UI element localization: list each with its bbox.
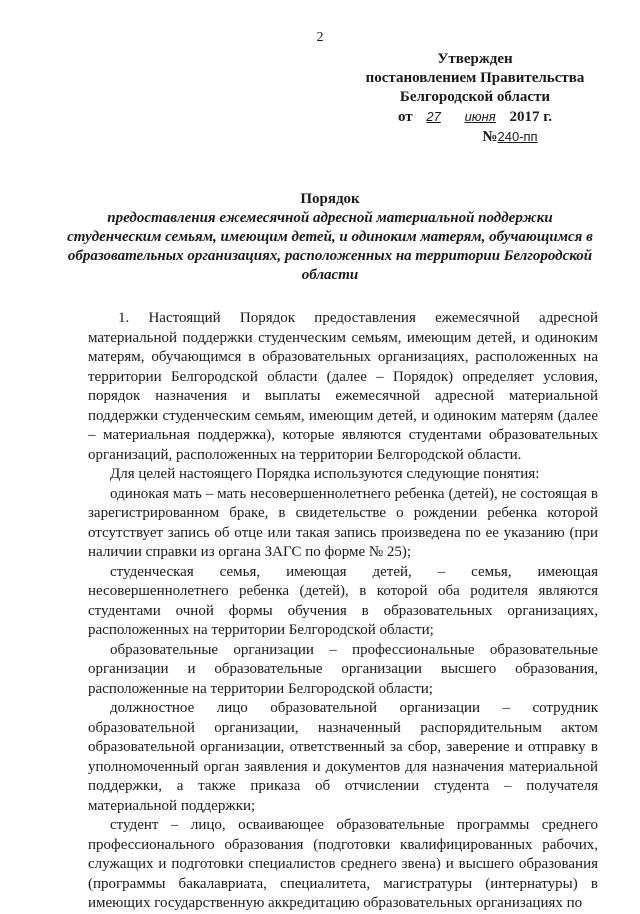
approval-stamp <box>340 50 610 147</box>
approval-date-day: 27 <box>426 109 441 124</box>
paragraph-definitions-intro: Для целей настоящего Порядка используются следующие понятия: <box>110 466 540 482</box>
title-heading: Порядок <box>300 191 360 207</box>
page-number: 2 <box>316 30 324 45</box>
paragraph-official: должностное лицо образовательной организации – сотрудник образовательной организации, назначенный распорядительным актом образовательной организации, ответственный за сбор, заверение и отправку в уполномоченный орган заявления и документов для назначения материальной поддержки, а также приказа об отчислении студента – получателя материальной поддержки; <box>88 700 598 814</box>
paragraph-1: 1. Настоящий Порядок предоставления ежемесячной адресной материальной поддержки студенческим семьям, имеющим детей, и одиноким матерям, обучающимся в образовательных организациях, расположенных на территории Белгородской области (далее – Порядок) определяет условия, порядок назначения и выплаты ежемесячной адресной материальной поддержки студенческим семьям, имеющим детей, и одиноким матерям (далее – материальная поддержка), которые являются студентами образовательных организаций, расположенных на территории Белгородской области. <box>88 310 598 463</box>
title-subtitle: предоставления ежемесячной адресной материальной поддержки студенческим семьям, имеющим детей, и одиноким матерям, обучающимся в образовательных организациях, расположенных на территории Белгородской области <box>67 210 593 283</box>
approval-date-month: июня <box>464 109 496 124</box>
approval-number-value: 240-пп <box>497 129 538 144</box>
approval-number <box>340 127 610 147</box>
approval-number-prefix: № <box>482 129 498 145</box>
approval-line-approved: Утвержден <box>437 51 513 67</box>
approval-date-prefix: от <box>397 109 413 125</box>
document-title <box>60 190 600 285</box>
document-body <box>88 309 598 914</box>
paragraph-student: студент – лицо, осваивающее образовательные программы среднего профессионального образования (подготовки квалифицированных рабочих, служащих и подготовки специалистов среднего звена) и высшего образования (программы бакалавриата, специалитета, магистратуры (интернатуры) в имеющих государственную аккредитацию образовательных организациях по <box>88 817 598 911</box>
approval-date-year: 2017 г. <box>509 109 553 125</box>
approval-line-resolution: постановлением Правительства <box>365 70 585 86</box>
paragraph-student-family: студенческая семья, имеющая детей, – семья, имеющая несовершеннолетнего ребенка (детей), в которой оба родителя являются студентами очной формы обучения в образовательных организациях, расположенных на территории Белгородской области; <box>88 563 598 638</box>
paragraph-single-mother: одинокая мать – мать несовершеннолетнего ребенка (детей), не состоящая в зарегистрированном браке, в свидетельстве о рождении ребенка которой отсутствует запись об отце или такая запись произведена по ее указанию (при наличии справки из органа ЗАГС по форме № 25); <box>88 485 598 560</box>
approval-date <box>340 107 610 127</box>
paragraph-educational-organizations: образовательные организации – профессиональные образовательные организации и образовательные организации высшего образования, расположенные на территории Белгородской области; <box>88 641 598 697</box>
approval-line-region: Белгородской области <box>399 89 551 105</box>
